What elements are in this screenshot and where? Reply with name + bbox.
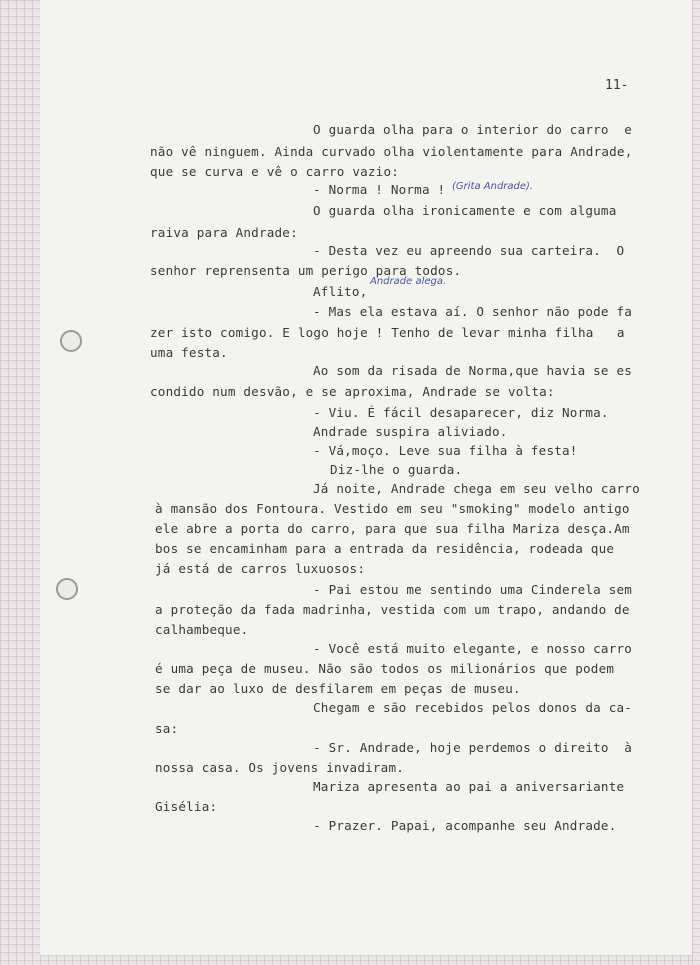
text-line: - Você está muito elegante, e nosso carro	[313, 641, 633, 656]
text-line: condido num desvão, e se aproxima, Andrade se volta:	[150, 384, 555, 399]
graph-paper-edge	[692, 0, 700, 965]
handwritten-note: (Grita Andrade).	[452, 181, 534, 192]
text-line: se dar ao luxo de desfilarem em peças de museu.	[155, 681, 521, 696]
text-line: - Prazer. Papai, acompanhe seu Andrade.	[313, 818, 617, 833]
text-line: raiva para Andrade:	[150, 225, 298, 240]
text-line: que se curva e vê o carro vazio:	[150, 164, 400, 179]
text-line: - Mas ela estava aí. O senhor não pode fa	[313, 304, 633, 319]
text-line: - Desta vez eu apreendo sua carteira. O	[313, 243, 625, 258]
text-line: - Viu. É fácil desaparecer, diz Norma.	[313, 405, 609, 420]
text-line: Ao som da risada de Norma,que havia se es	[313, 363, 633, 378]
text-line: Já noite, Andrade chega em seu velho carro	[313, 481, 640, 496]
text-line: - Sr. Andrade, hoje perdemos o direito à	[313, 740, 633, 755]
punch-hole	[56, 578, 78, 600]
text-line: zer isto comigo. E logo hoje ! Tenho de levar minha filha a	[150, 325, 625, 340]
text-line: Chegam e são recebidos pelos donos da ca-	[313, 700, 633, 715]
text-line: é uma peça de museu. Não são todos os milionários que podem	[155, 661, 615, 676]
text-line: - Vá,moço. Leve sua filha à festa!	[313, 443, 578, 458]
text-line: a proteção da fada madrinha, vestida com um trapo, andando de	[155, 602, 630, 617]
text-line: Diz-lhe o guarda.	[330, 462, 463, 477]
text-line: bos se encaminham para a entrada da residência, rodeada que	[155, 541, 615, 556]
handwritten-note: Andrade alega.	[370, 276, 447, 287]
text-line: calhambeque.	[155, 622, 249, 637]
text-line: senhor reprensenta um perigo para todos.	[150, 263, 462, 278]
text-line: - Pai estou me sentindo uma Cinderela sem	[313, 582, 633, 597]
text-line: ele abre a porta do carro, para que sua filha Mariza desça.Am	[155, 521, 630, 536]
punch-hole	[60, 330, 82, 352]
text-line: Gisélia:	[155, 799, 218, 814]
text-line: Mariza apresenta ao pai a aniversariante	[313, 779, 625, 794]
text-line: O guarda olha para o interior do carro e	[313, 122, 633, 137]
text-line: já está de carros luxuosos:	[155, 561, 366, 576]
text-line: não vê ninguem. Ainda curvado olha violentamente para Andrade,	[150, 144, 633, 159]
text-line: uma festa.	[150, 345, 228, 360]
page-number: 11-	[605, 78, 629, 93]
text-line: à mansão dos Fontoura. Vestido em seu "smoking" modelo antigo	[155, 501, 630, 516]
text-line: Andrade suspira aliviado.	[313, 424, 508, 439]
text-line: O guarda olha ironicamente e com alguma	[313, 203, 617, 218]
text-line: nossa casa. Os jovens invadiram.	[155, 760, 405, 775]
text-line: - Norma ! Norma !	[313, 182, 446, 197]
text-line: Aflito,	[313, 284, 368, 299]
text-line: sa:	[155, 721, 179, 736]
